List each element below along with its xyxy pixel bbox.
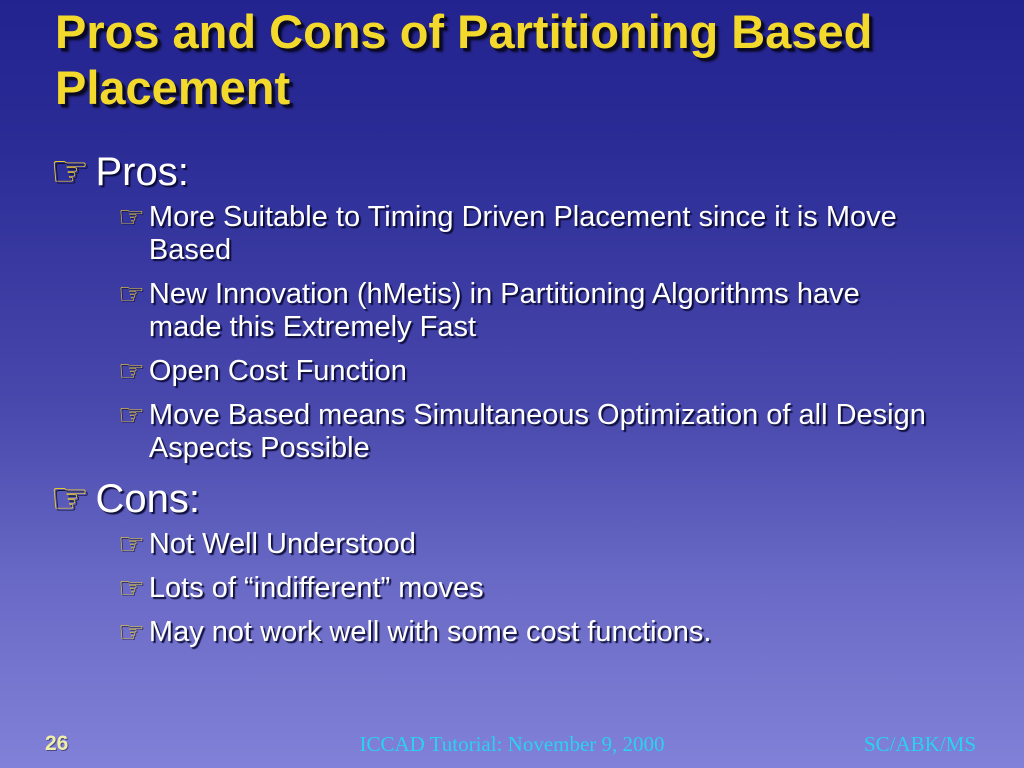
pointing-hand-icon: ☞ — [50, 474, 90, 523]
list-item — [118, 572, 950, 605]
pointing-hand-icon: ☞ — [118, 355, 145, 388]
list-item-text: Move Based means Simultaneous Optimization of all Design Aspects Possible — [148, 399, 926, 464]
list-item — [118, 201, 950, 267]
pointing-hand-icon: ☞ — [118, 399, 145, 432]
footer-tutorial-text: ICCAD Tutorial: November 9, 2000 — [359, 732, 665, 756]
pros-list — [118, 201, 950, 465]
footer-authors-text: SC/ABK/MS — [863, 732, 976, 756]
list-item — [118, 278, 950, 344]
list-item-text: May not work well with some cost functions. — [148, 616, 712, 648]
pointing-hand-icon: ☞ — [118, 201, 145, 234]
pointing-hand-icon: ☞ — [118, 528, 145, 561]
list-item-text: Lots of “indifferent” moves — [148, 572, 484, 604]
list-item-text: More Suitable to Timing Driven Placement since it is Move Based — [148, 201, 897, 266]
bullet-heading-cons — [50, 476, 950, 522]
pointing-hand-icon: ☞ — [118, 572, 145, 605]
list-item — [118, 528, 950, 561]
list-item-text: Open Cost Function — [148, 355, 407, 387]
slide-title: Pros and Cons of Partitioning Based Placement — [55, 5, 873, 115]
slide-footer — [0, 732, 1024, 760]
list-item — [118, 399, 950, 465]
list-item — [118, 616, 950, 649]
bullet-heading-pros — [50, 149, 950, 195]
pointing-hand-icon: ☞ — [118, 616, 145, 649]
cons-list — [118, 528, 950, 649]
pointing-hand-icon: ☞ — [50, 147, 90, 196]
slide-number: 26 — [45, 732, 69, 755]
section-heading: Cons: — [95, 477, 200, 521]
section-heading: Pros: — [95, 150, 189, 194]
list-item-text: New Innovation (hMetis) in Partitioning Algorithms have made this Extremely Fast — [148, 278, 860, 343]
list-item-text: Not Well Understood — [148, 528, 416, 560]
pointing-hand-icon: ☞ — [118, 278, 145, 311]
slide-body — [50, 143, 950, 660]
list-item — [118, 355, 950, 388]
